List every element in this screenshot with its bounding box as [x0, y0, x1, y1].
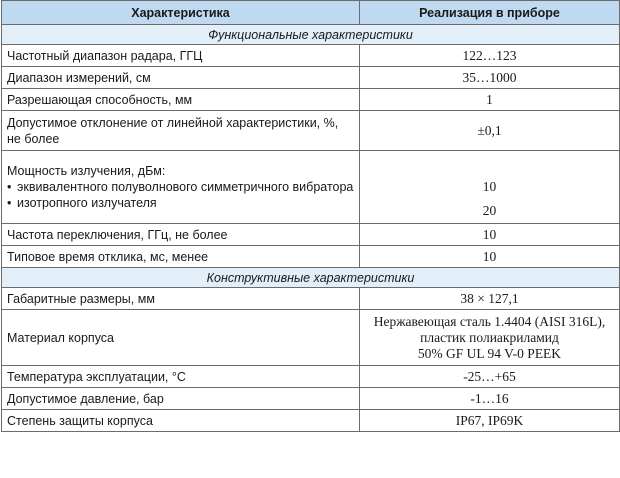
list-item [7, 195, 354, 211]
table-row-resolution [2, 89, 620, 111]
table-row-meas-range [2, 67, 620, 89]
power-item-1: эквивалентного полуволнового симметричного вибратора [17, 180, 354, 194]
spec-table [1, 0, 620, 432]
table-row-temperature [2, 366, 620, 388]
row-value: 38 × 127,1 [360, 288, 620, 310]
row-label: Частотный диапазон радара, ГГЦ [2, 45, 360, 67]
row-value: ±0,1 [360, 111, 620, 151]
row-label: Степень защиты корпуса [2, 410, 360, 432]
header-row [2, 1, 620, 25]
bullet-icon: • [7, 196, 12, 210]
row-label: Допустимое давление, бар [2, 388, 360, 410]
row-label-power [2, 151, 360, 224]
section-row-constructive [2, 268, 620, 288]
table-row-freq-range [2, 45, 620, 67]
power-value-2: 20 [482, 203, 497, 218]
row-label: Температура эксплуатации, °C [2, 366, 360, 388]
table-row-dimensions [2, 288, 620, 310]
power-item-2: изотропного излучателя [17, 196, 157, 210]
power-label: Мощность излучения, дБм: [7, 164, 166, 178]
row-label: Материал корпуса [2, 310, 360, 366]
header-implementation: Реализация в приборе [360, 1, 620, 25]
row-value: -25…+65 [360, 366, 620, 388]
row-label: Частота переключения, ГГц, не более [2, 224, 360, 246]
power-value-1: 10 [482, 179, 497, 194]
table-row-switch-freq [2, 224, 620, 246]
header-characteristic: Характеристика [2, 1, 360, 25]
section-row-functional [2, 25, 620, 45]
bullet-icon: • [7, 180, 12, 194]
section-title-constructive: Конструктивные характеристики [2, 268, 620, 288]
table-row-material [2, 310, 620, 366]
table-row-power [2, 151, 620, 224]
row-value: 10 [360, 246, 620, 268]
row-value: 1 [360, 89, 620, 111]
material-line-1: Нержавеющая сталь 1.4404 (AISI 316L), [373, 313, 606, 329]
row-value: 35…1000 [360, 67, 620, 89]
table-row-deviation [2, 111, 620, 151]
row-value-material [360, 310, 620, 366]
row-value-power [360, 151, 620, 224]
table-row-response-time [2, 246, 620, 268]
table-row-protection [2, 410, 620, 432]
row-value: -1…16 [360, 388, 620, 410]
row-value: IP67, IP69K [360, 410, 620, 432]
row-label: Допустимое отклонение от линейной характеристики, %, не более [2, 111, 360, 151]
material-line-3: 50% GF UL 94 V-0 PEEK [417, 345, 562, 361]
row-value: 10 [360, 224, 620, 246]
material-line-2: пластик полиакриламид [420, 329, 559, 345]
row-label: Диапазон измерений, см [2, 67, 360, 89]
row-label: Разрешающая способность, мм [2, 89, 360, 111]
row-value: 122…123 [360, 45, 620, 67]
table-row-pressure [2, 388, 620, 410]
row-label: Габаритные размеры, мм [2, 288, 360, 310]
section-title-functional: Функциональные характеристики [2, 25, 620, 45]
list-item [7, 179, 354, 195]
row-label: Типовое время отклика, мс, менее [2, 246, 360, 268]
